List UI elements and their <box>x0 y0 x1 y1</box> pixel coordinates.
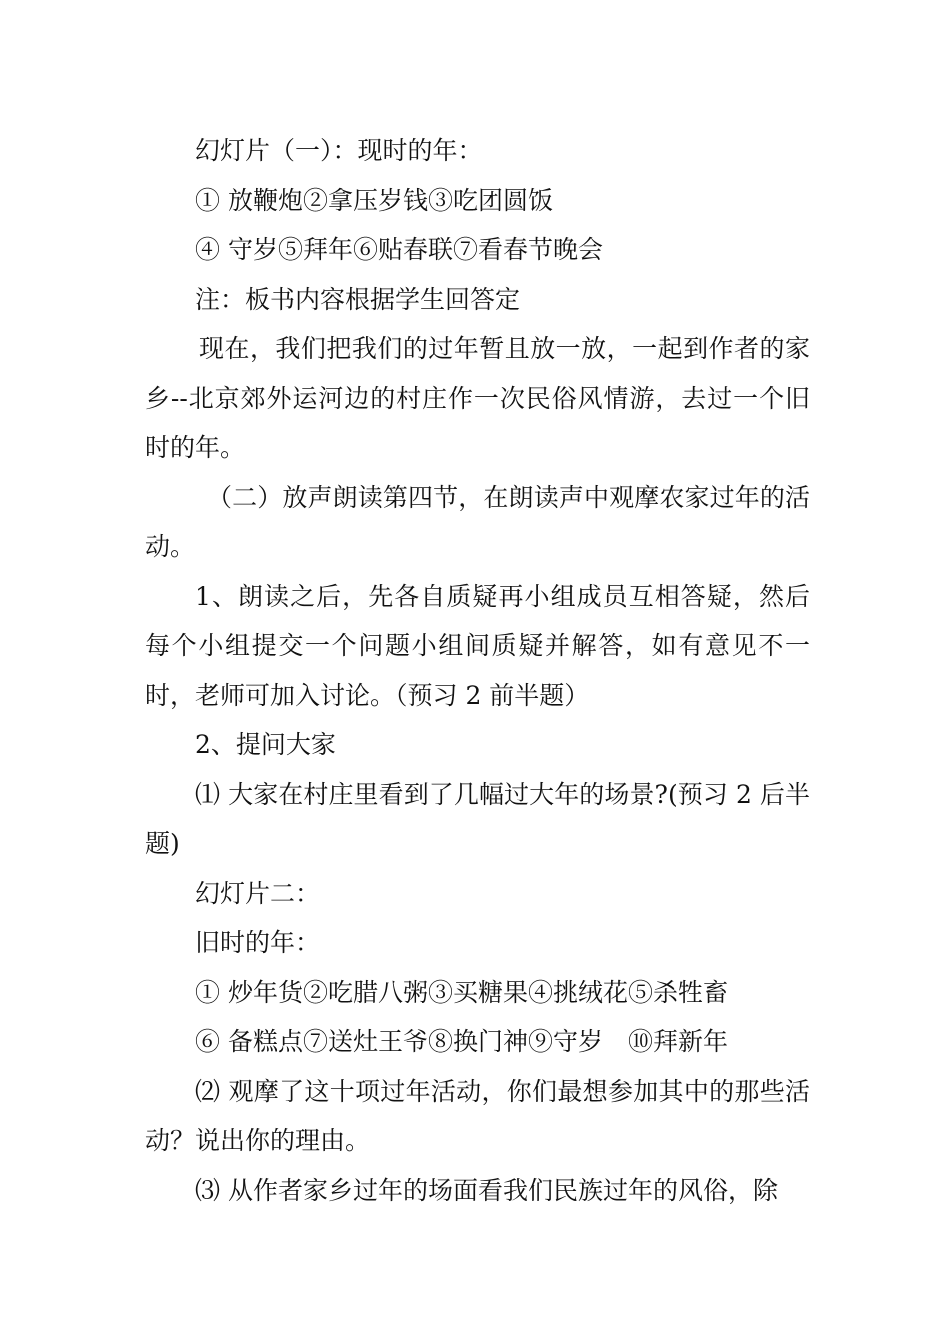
old-new-year-list-line-2: ⑥ 备糕点⑦送灶王爷⑧换门神⑨守岁 ⑩拜新年 <box>195 1027 728 1056</box>
old-new-year-heading: 旧时的年： <box>195 928 321 957</box>
step-one-paragraph: 1、朗读之后，先各自质疑再小组成员互相答疑，然后每个小组提交一个问题小组间质疑并解答，如有意见不一时，老师可加入讨论。（预习 2 前半题） <box>145 581 810 710</box>
slide-two-heading: 幻灯片二： <box>195 878 321 908</box>
transition-paragraph: 现在，我们把我们的过年暂且放一放，一起到作者的家乡--北京郊外运河边的村庄作一次民俗风情游，去过一个旧时的年。 <box>145 334 810 462</box>
step-two-heading: 2、提问大家 <box>195 730 336 759</box>
slide-one-heading: 幻灯片（一）：现时的年： <box>195 136 483 165</box>
modern-new-year-list-line-2: ④ 守岁⑤拜年⑥贴春联⑦看春节晚会 <box>195 235 603 264</box>
section-two-heading: （二）放声朗读第四节，在朗读声中观摩农家过年的活动。 <box>145 482 810 561</box>
old-new-year-list-line-1: ① 炒年货②吃腊八粥③买糖果④挑绒花⑤杀牲畜 <box>195 977 728 1007</box>
question-two: ⑵ 观摩了这十项过年活动，你们最想参加其中的那些活动？说出你的理由。 <box>145 1076 810 1155</box>
modern-new-year-list-line-1: ① 放鞭炮②拿压岁钱③吃团圆饭 <box>195 185 553 215</box>
document-body <box>145 126 810 1215</box>
board-note: 注：板书内容根据学生回答定 <box>195 284 521 314</box>
question-three: ⑶ 从作者家乡过年的场面看我们民族过年的风俗，除 <box>195 1175 778 1205</box>
question-one: ⑴ 大家在村庄里看到了几幅过大年的场景?(预习 2 后半题) <box>145 779 810 858</box>
